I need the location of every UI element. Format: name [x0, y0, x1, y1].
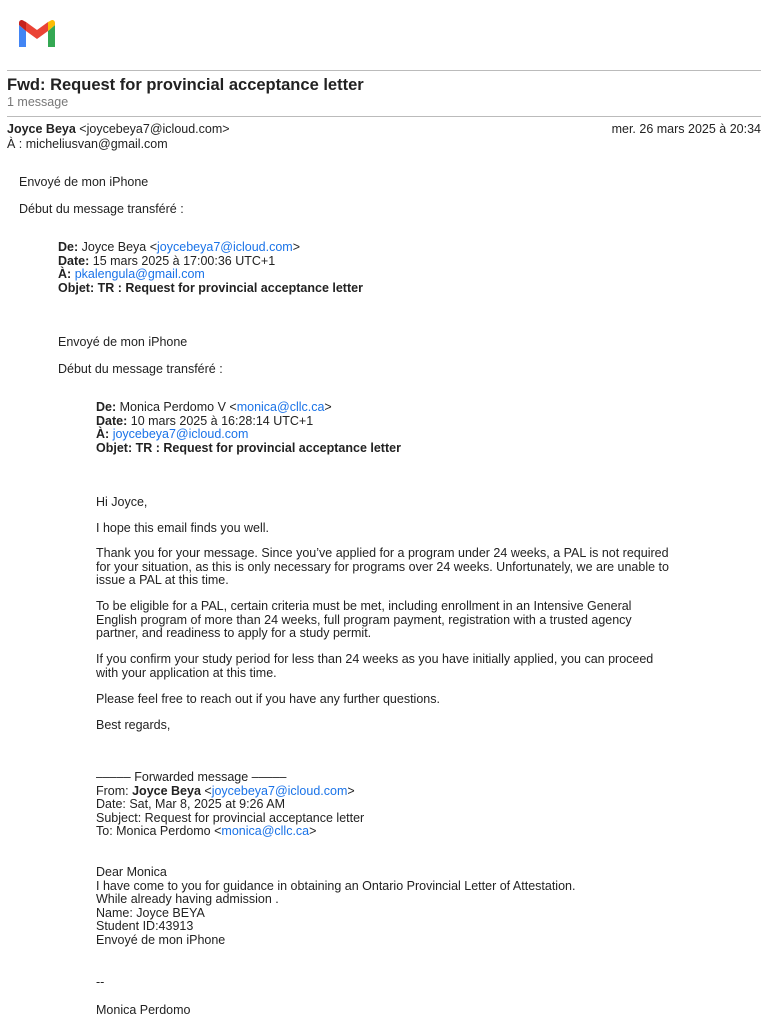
from-open: <: [200, 783, 212, 798]
original-line-5: Student ID:43913: [96, 919, 194, 933]
a-label: À:: [58, 267, 72, 281]
forward-header-3: [96, 771, 364, 839]
forward-header-2: [96, 401, 401, 455]
sender-name: Joyce Beya: [7, 122, 76, 136]
date-label: Date:: [58, 253, 90, 268]
a-label: À:: [96, 427, 110, 441]
recipient: À : micheliusvan@gmail.com: [7, 137, 168, 151]
original-line-2: I have come to you for guidance in obtaining an Ontario Provincial Letter of Attestation.: [96, 878, 576, 893]
from-label: From:: [96, 783, 133, 798]
gmail-logo-icon: [17, 19, 57, 49]
de-name: Monica Perdomo V <: [116, 400, 237, 414]
original-line-3: While already having admission .: [96, 892, 279, 906]
header-divider: [7, 70, 761, 71]
signature-dash: --: [96, 975, 105, 989]
date-value: 15 mars 2025 à 17:00:36 UTC+1: [89, 253, 276, 268]
message-header: [7, 122, 761, 152]
forward-start-line: Début du message transféré :: [19, 202, 184, 216]
email-subject: Fwd: Request for provincial acceptance letter: [7, 76, 364, 94]
subject-divider: [7, 116, 761, 117]
reply-greeting: Hi Joyce,: [96, 495, 148, 509]
from-name: Joyce Beya: [132, 783, 201, 798]
original-message: [96, 866, 575, 947]
original-line-1: Dear Monica: [96, 865, 167, 879]
de-label: De:: [96, 400, 117, 414]
de-label: De:: [58, 240, 79, 254]
de-close: >: [324, 400, 332, 414]
from-email-link[interactable]: joycebeya7@icloud.com: [211, 783, 348, 798]
de-name: Joyce Beya <: [78, 240, 158, 254]
message-count: 1 message: [7, 95, 69, 109]
sent-from-line: Envoyé de mon iPhone: [19, 175, 149, 189]
original-line-4: Name: Joyce BEYA: [96, 905, 205, 920]
reply-paragraph-1: I hope this email finds you well.: [96, 521, 270, 535]
to-prefix: To: Monica Perdomo <: [96, 824, 222, 838]
objet-line: Objet: TR : Request for provincial acceptance letter: [58, 280, 363, 295]
reply-paragraph-4: If you confirm your study period for less than 24 weeks as you have initially applied, you can proceed with your application at this time.: [96, 652, 654, 680]
forward-separator: ––––– Forwarded message –––––: [96, 770, 287, 784]
fwd-date-line: Date: Sat, Mar 8, 2025 at 9:26 AM: [96, 797, 285, 811]
a-email-link[interactable]: joycebeya7@icloud.com: [112, 427, 249, 441]
to-email-link[interactable]: monica@cllc.ca: [221, 824, 310, 838]
objet-line: Objet: TR : Request for provincial acceptance letter: [96, 440, 401, 455]
de-email-link[interactable]: joycebeya7@icloud.com: [157, 240, 293, 254]
from-close: >: [347, 783, 355, 798]
reply-paragraph-5: Please feel free to reach out if you have any further questions.: [96, 692, 440, 706]
original-line-6: Envoyé de mon iPhone: [96, 932, 226, 947]
fwd-subject-line: Subject: Request for provincial acceptance letter: [96, 810, 365, 825]
fwd1-forward-start-line: Début du message transféré :: [58, 362, 223, 376]
reply-paragraph-2: Thank you for your message. Since you’ve applied for a program under 24 weeks, a PAL is not required for your situation, as this is only necessary for programs over 24 weeks. Unfortunately, we are unable to issue a PAL at this time.: [96, 546, 669, 587]
message-date: mer. 26 mars 2025 à 20:34: [611, 122, 761, 136]
signature-name: Monica Perdomo: [96, 1003, 191, 1017]
de-email-link[interactable]: monica@cllc.ca: [236, 400, 325, 414]
date-value: 10 mars 2025 à 16:28:14 UTC+1: [127, 413, 314, 428]
reply-closing: Best regards,: [96, 718, 171, 732]
a-email-link[interactable]: pkalengula@gmail.com: [74, 267, 205, 281]
fwd1-sent-from-line: Envoyé de mon iPhone: [58, 335, 188, 349]
reply-paragraph-3: To be eligible for a PAL, certain criteria must be met, including enrollment in an Intensive General English program of more than 24 weeks, full program payment, registration with a trusted agency partner, and readiness to apply for a study permit.: [96, 599, 632, 640]
forward-header-1: [58, 241, 363, 295]
sender-email: <joycebeya7@icloud.com>: [79, 122, 230, 136]
date-label: Date:: [96, 413, 128, 428]
to-close: >: [309, 824, 317, 838]
de-close: >: [292, 240, 301, 254]
